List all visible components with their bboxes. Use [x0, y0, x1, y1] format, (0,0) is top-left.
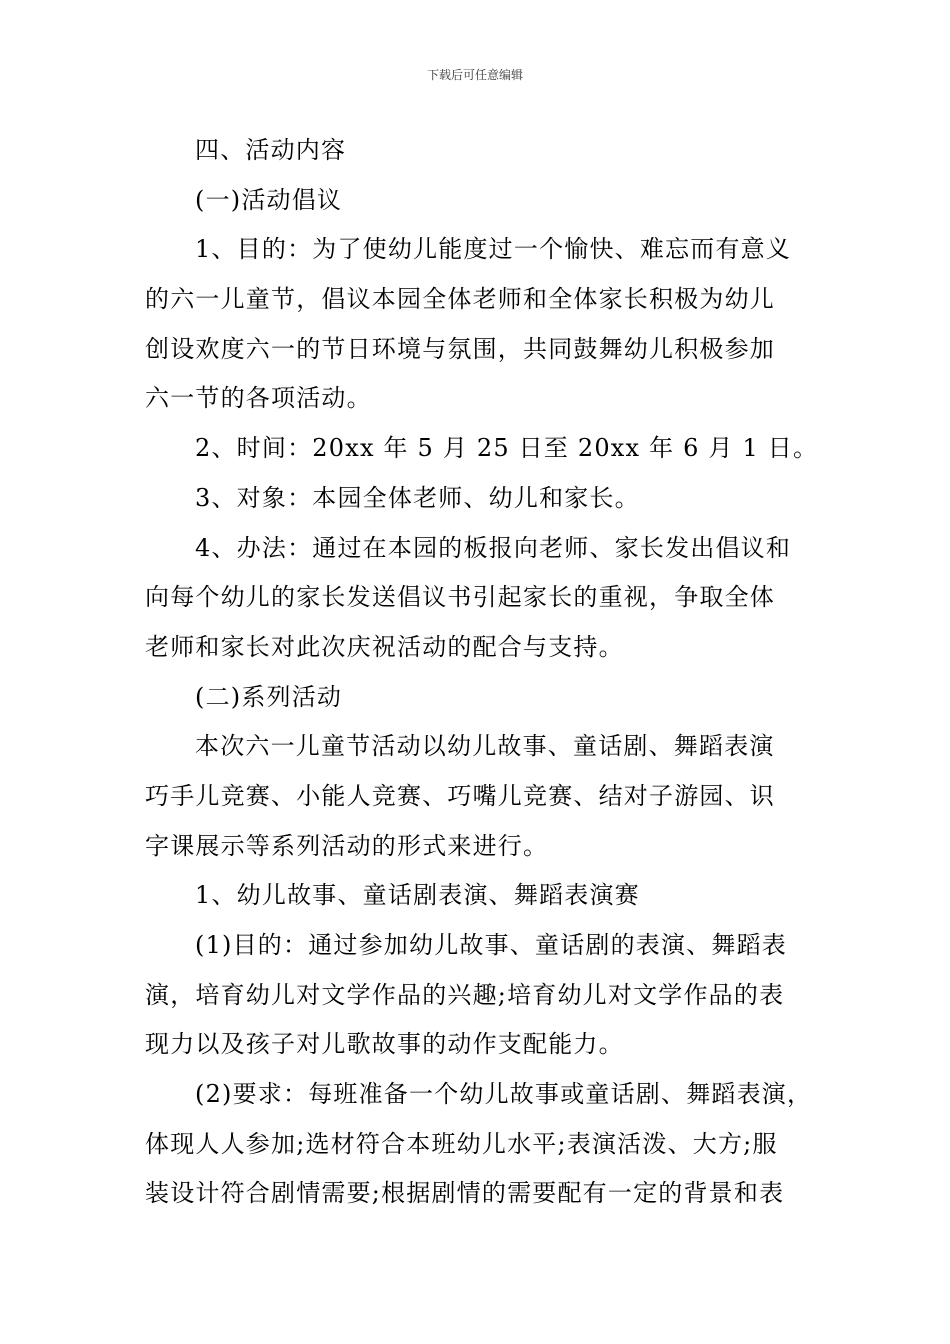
paragraph-line: 老师和家长对此次庆祝活动的配合与支持。 [145, 632, 624, 661]
paragraph-line: 现力以及孩子对儿歌故事的动作支配能力。 [145, 1030, 624, 1059]
paragraph-line: 的六一儿童节，倡议本园全体老师和全体家长积极为幼儿 [145, 285, 775, 314]
paragraph-line: 2、时间：20xx 年 5 月 25 日至 20xx 年 6 月 1 日。 [195, 434, 819, 463]
paragraph-line: 演，培育幼儿对文学作品的兴趣;培育幼儿对文学作品的表 [145, 980, 785, 1009]
paragraph-line: 六一节的各项活动。 [145, 384, 372, 413]
subsection-heading: (一)活动倡议 [195, 185, 343, 214]
paragraph-line: (1)目的：通过参加幼儿故事、童话剧的表演、舞蹈表 [195, 931, 787, 959]
paragraph-line: 3、对象：本园全体老师、幼儿和家长。 [195, 483, 640, 512]
subsection-heading: (二)系列活动 [195, 682, 343, 711]
paragraph-line: 巧手儿竞赛、小能人竞赛、巧嘴儿竞赛、结对子游园、识 [145, 781, 775, 810]
paragraph-line: 装设计符合剧情需要;根据剧情的需要配有一定的背景和表 [145, 1179, 785, 1208]
paragraph-line: (2)要求：每班准备一个幼儿故事或童话剧、舞蹈表演， [195, 1080, 813, 1109]
paragraph-line: 字课展示等系列活动的形式来进行。 [145, 831, 549, 860]
paragraph-line: 向每个幼儿的家长发送倡议书引起家长的重视，争取全体 [145, 583, 775, 612]
paragraph-line: 体现人人参加;选材符合本班幼儿水平;表演活泼、大方;服 [145, 1129, 778, 1158]
document-body [145, 126, 819, 1219]
page-header: 下载后可任意编辑 [426, 68, 523, 82]
paragraph-line: 创设欢度六一的节日环境与氛围，共同鼓舞幼儿积极参加 [145, 334, 775, 363]
section-heading: 四、活动内容 [195, 136, 347, 164]
paragraph-line: 1、幼儿故事、童话剧表演、舞蹈表演赛 [195, 881, 640, 910]
paragraph-line: 本次六一儿童节活动以幼儿故事、童话剧、舞蹈表演 [195, 732, 775, 761]
paragraph-line: 4、办法：通过在本园的板报向老师、家长发出倡议和 [195, 533, 792, 562]
paragraph-line: 1、目的：为了使幼儿能度过一个愉快、难忘而有意义 [195, 235, 792, 264]
